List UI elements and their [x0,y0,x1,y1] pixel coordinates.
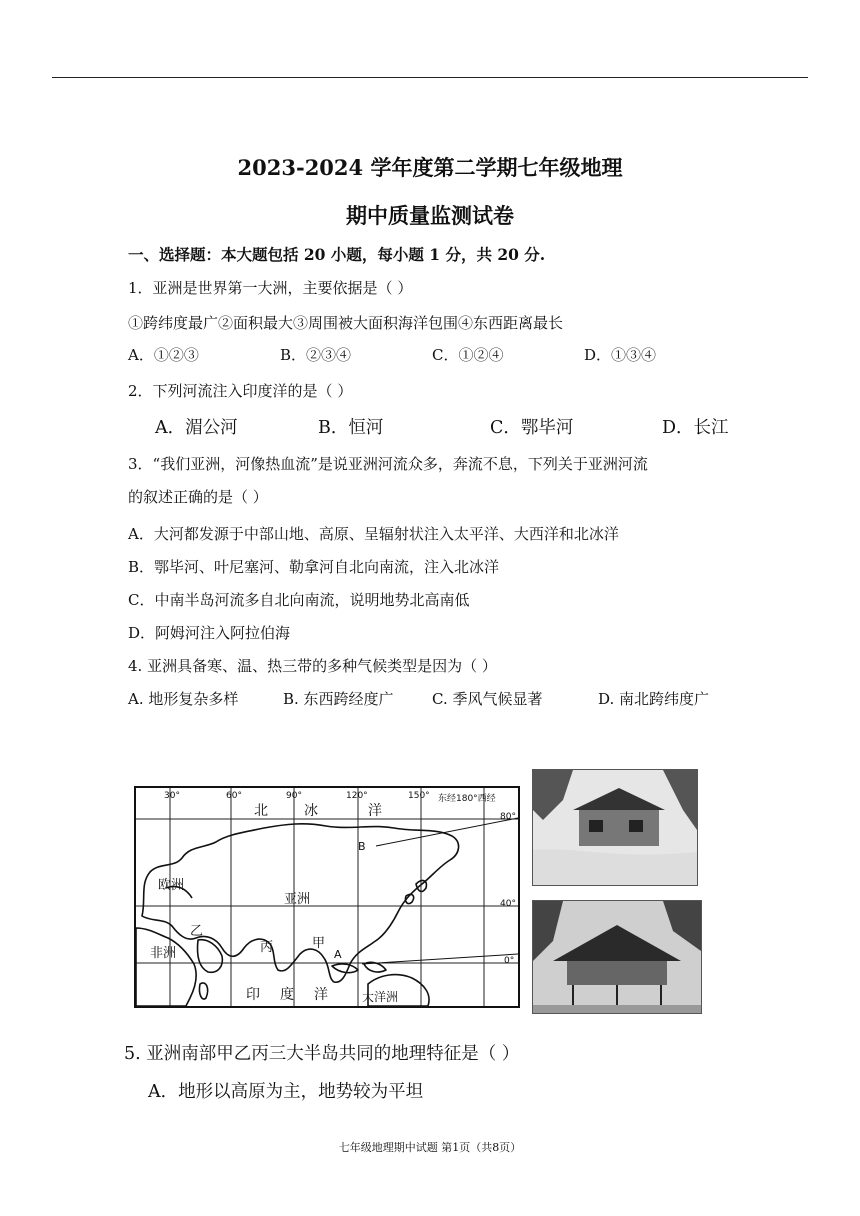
map-longitude-60: 60° [226,791,242,801]
page-subtitle: 期中质量监测试卷 [346,203,514,228]
question-1-option-b: B．②③④ [280,346,352,364]
map-label-oceania: 大洋洲 [362,990,399,1004]
question-4-option-a: A. 地形复杂多样 [128,690,239,708]
map-latitude-0: 0° [504,956,515,966]
map-label-africa: 非洲 [150,946,177,961]
map-ocean-indian-1: 印 [246,987,260,1003]
map-longitude-150: 150° [408,791,430,801]
question-3-option-b: B．鄂毕河、叶尼塞河、勒拿河自北向南流，注入北冰洋 [128,558,500,576]
map-ocean-indian-3: 洋 [314,987,328,1003]
map-label-bing: 丙 [260,940,274,955]
question-4-option-b: B. 东西跨经度广 [283,690,394,708]
question-3-option-a: A．大河都发源于中部山地、高原、呈辐射状注入太平洋、大西洋和北冰洋 [128,525,619,543]
question-1-option-a: A．①②③ [128,346,199,364]
map-ocean-indian-2: 度 [280,987,294,1003]
question-3-stem-line1: 3．“我们亚洲，河像热血流”是说亚洲河流众多，奔流不息，下列关于亚洲河流 [128,455,648,473]
map-label-jia: 甲 [312,936,326,951]
map-label-europe: 欧洲 [158,878,185,893]
map-longitude-120: 120° [346,791,368,801]
map-label-asia: 亚洲 [284,892,311,907]
question-1-stem: 1．亚洲是世界第一大洲，主要依据是（ ） [128,279,413,297]
cold-house-illustration [533,770,697,885]
question-1-option-c: C．①②④ [432,346,504,364]
map-longitude-90: 90° [286,791,302,801]
map-point-b: B [358,840,366,853]
page-footer: 七年级地理期中试题 第1页（共8页） [338,1141,522,1154]
question-2-option-a: A．湄公河 [155,418,238,438]
map-ocean-north-3: 洋 [368,803,382,819]
question-1-statements: ①跨纬度最广②面积最大③周围被大面积海洋包围④东西距离最长 [128,314,564,332]
question-4-stem: 4. 亚洲具备寒、温、热三带的多种气候类型是因为（ ） [128,657,497,675]
map-latitude-40: 40° [500,899,516,909]
header-rule [52,77,808,78]
question-3-option-c: C．中南半岛河流多自北向南流，说明地势北高南低 [128,591,470,609]
map-point-a: A [334,948,342,961]
photo-cold-house [532,769,698,886]
question-2-stem: 2．下列河流注入印度洋的是（ ） [128,382,353,400]
page-title: 2023-2024 学年度第二学期七年级地理 [237,155,623,180]
map-ocean-north-1: 北 [254,803,268,819]
question-2-option-c: C．鄂毕河 [490,418,574,438]
asia-map-drawing [136,788,518,1006]
question-3-stem-line2: 的叙述正确的是（ ） [128,488,268,506]
map-longitude-30: 30° [164,791,180,801]
question-4-option-d: D. 南北跨纬度广 [598,690,710,708]
question-5-option-a: A．地形以高原为主，地势较为平坦 [148,1082,424,1102]
question-3-option-d: D．阿姆河注入阿拉伯海 [128,624,291,642]
map-label-yi: 乙 [190,924,204,939]
question-4-option-c: C. 季风气候显著 [432,690,543,708]
question-5-stem: 5. 亚洲南部甲乙丙三大半岛共同的地理特征是（ ） [124,1044,520,1064]
map-longitude-180: 东经180°西经 [438,794,496,804]
tropical-house-illustration [533,901,701,1013]
asia-map [134,786,520,1008]
question-2-option-d: D．长江 [662,418,729,438]
question-2-option-b: B．恒河 [318,418,384,438]
section-heading: 一、选择题：本大题包括 20 小题，每小题 1 分，共 20 分. [128,245,546,264]
map-ocean-north-2: 冰 [304,803,318,819]
photo-tropical-house [532,900,702,1014]
question-1-option-d: D．①③④ [584,346,657,364]
map-latitude-80: 80° [500,812,516,822]
